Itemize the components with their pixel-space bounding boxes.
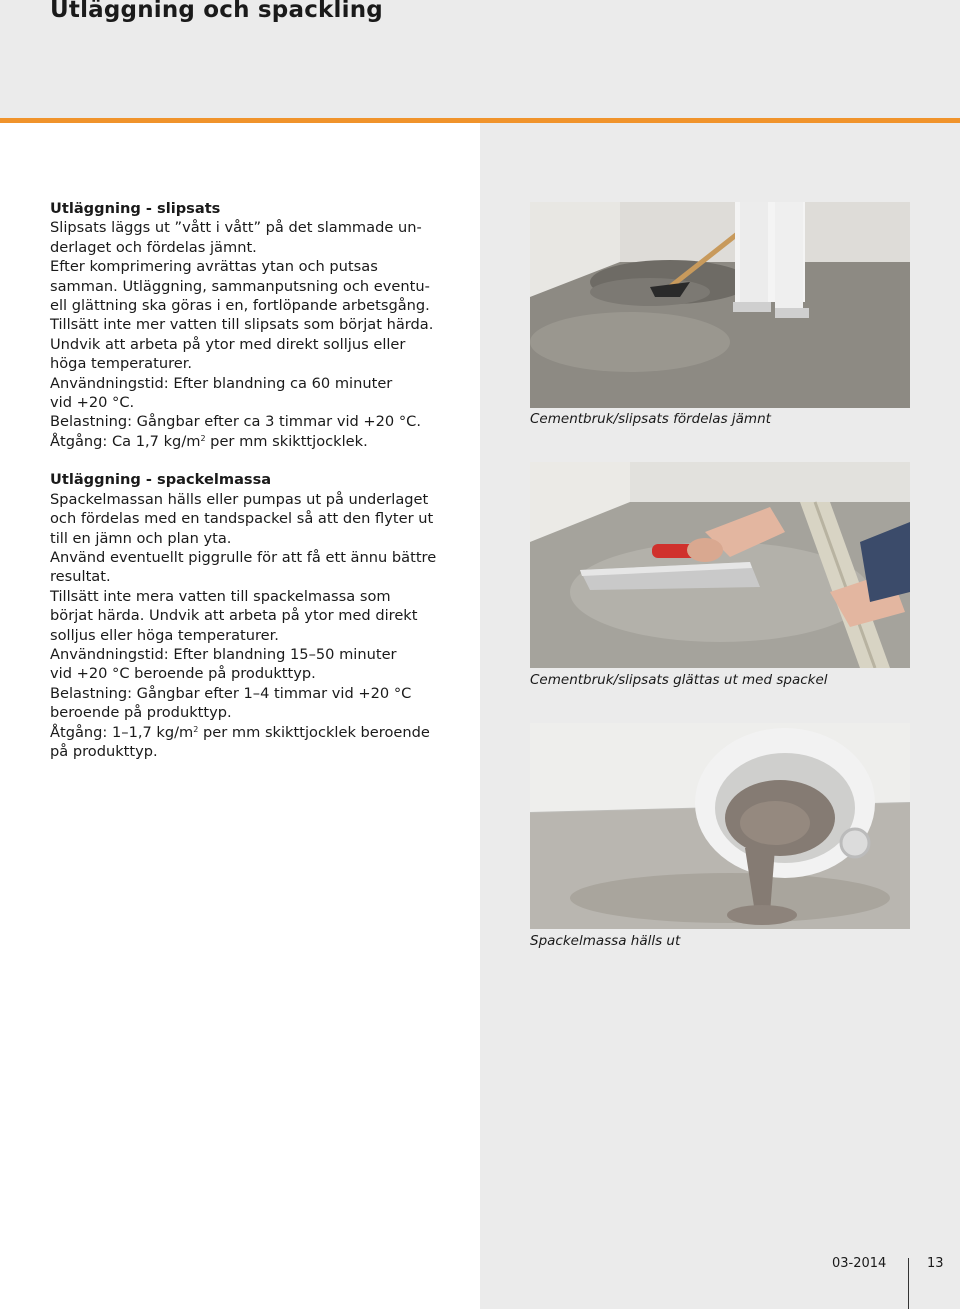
photo-trowel-smoothing <box>530 462 910 668</box>
photo-shoveling-image <box>530 202 910 408</box>
section-heading: Utläggning - spackelmassa <box>50 471 272 489</box>
photo-caption: Cementbruk/slipsats fördelas jämnt <box>530 411 771 427</box>
body-line: Spackelmassan hälls eller pumpas ut på underlaget <box>50 490 429 508</box>
body-line: Tillsätt inte mera vatten till spackelmassa som <box>50 587 391 605</box>
superscript: 2 <box>193 724 199 734</box>
section-gap <box>50 451 450 470</box>
body-line: höga temperaturer. <box>50 355 193 373</box>
footer-divider <box>908 1258 909 1309</box>
consumption-suffix: per mm skikttjocklek. <box>205 432 368 450</box>
body-line: Belastning: Gångbar efter ca 3 timmar vid +20 °C. <box>50 413 421 431</box>
photo-caption: Cementbruk/slipsats glättas ut med spackel <box>530 672 828 688</box>
page-number: 13 <box>927 1256 944 1271</box>
section-spackelmassa <box>50 470 450 761</box>
consumption-prefix: Åtgång: 1–1,7 kg/m <box>50 723 194 741</box>
superscript: 2 <box>200 433 206 443</box>
consumption-line <box>50 723 450 742</box>
footer-date: 03-2014 <box>832 1256 887 1271</box>
page-title: Utläggning och spackling <box>50 0 383 23</box>
body-line: på produkttyp. <box>50 742 158 760</box>
consumption-prefix: Åtgång: Ca 1,7 kg/m <box>50 432 201 450</box>
body-line: Använd eventuellt piggrulle för att få ett ännu bättre <box>50 548 437 566</box>
body-line: vid +20 °C beroende på produkttyp. <box>50 665 316 683</box>
body-line: Undvik att arbeta på ytor med direkt solljus eller <box>50 335 406 353</box>
photo-trowel-image <box>530 462 910 668</box>
body-line: ell glättning ska göras i en, fortlöpande arbetsgång. <box>50 297 430 315</box>
text-column <box>50 199 450 761</box>
body-line: beroende på produkttyp. <box>50 704 232 722</box>
body-line: till en jämn och plan yta. <box>50 529 232 547</box>
consumption-line <box>50 432 450 451</box>
photo-pouring-image <box>530 723 910 929</box>
body-line: resultat. <box>50 568 111 586</box>
body-line: Belastning: Gångbar efter 1–4 timmar vid +20 °C <box>50 684 412 702</box>
section-heading: Utläggning - slipsats <box>50 200 221 217</box>
body-line: solljus eller höga temperaturer. <box>50 626 279 644</box>
body-line: Efter komprimering avrättas ytan och putsas <box>50 258 378 276</box>
body-line: derlaget och fördelas jämnt. <box>50 238 257 256</box>
consumption-suffix: per mm skikttjocklek beroende <box>198 723 430 741</box>
photo-pouring-compound <box>530 723 910 929</box>
body-line: och fördelas med en tandspackel så att den flyter ut <box>50 510 434 528</box>
photo-caption: Spackelmassa hälls ut <box>530 933 681 949</box>
photo-shoveling-mortar <box>530 202 910 408</box>
body-line: Användningstid: Efter blandning ca 60 minuter <box>50 374 393 392</box>
body-line: Tillsätt inte mer vatten till slipsats som börjat härda. <box>50 316 434 334</box>
body-line: samman. Utläggning, sammanputsning och eventu- <box>50 277 430 295</box>
body-line: börjat härda. Undvik att arbeta på ytor med direkt <box>50 607 418 625</box>
body-line: Slipsats läggs ut ”vått i vått” på det slammade un- <box>50 219 422 237</box>
body-line: vid +20 °C. <box>50 394 135 412</box>
section-slipsats <box>50 199 450 451</box>
body-line: Användningstid: Efter blandning 15–50 minuter <box>50 645 397 663</box>
